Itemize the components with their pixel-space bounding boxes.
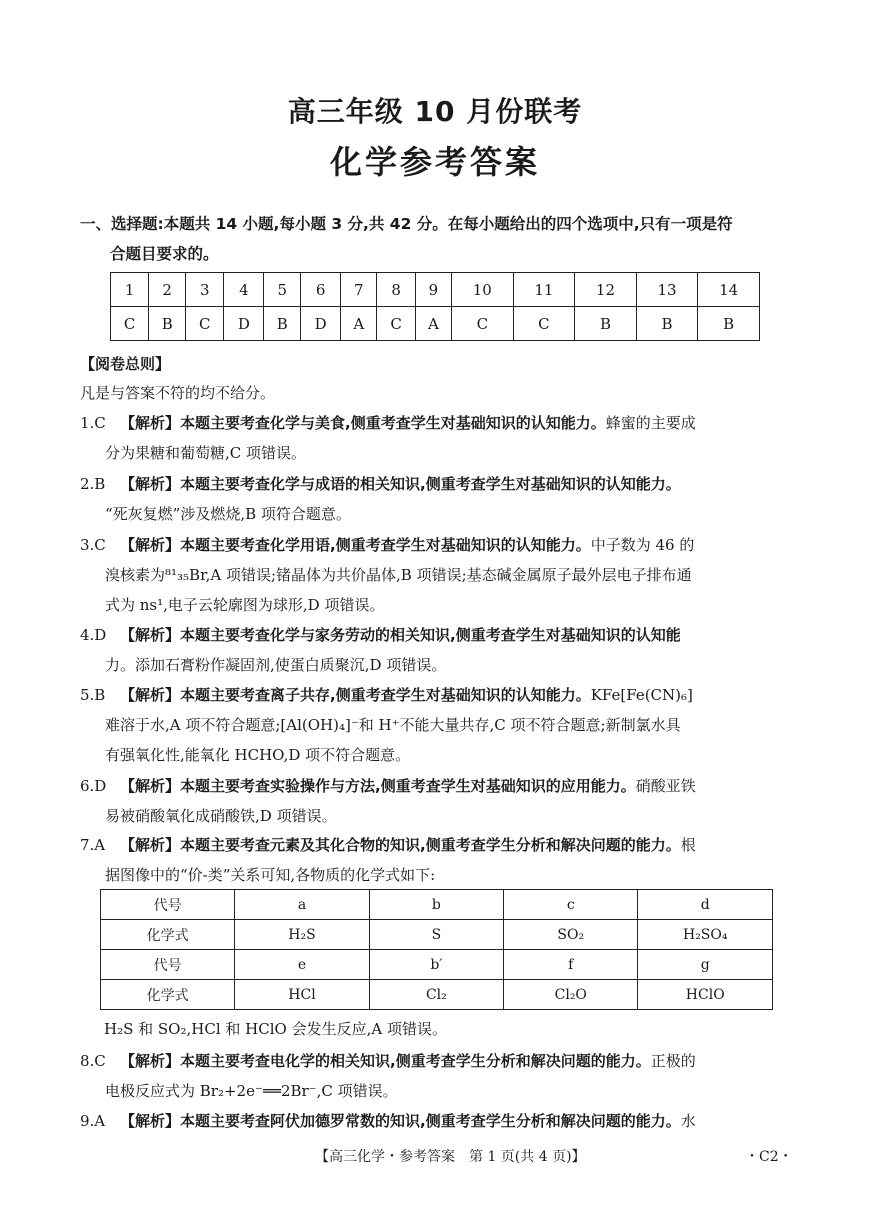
item-number: 9.A xyxy=(80,1112,106,1130)
answer-title: 化学参考答案 xyxy=(329,143,540,181)
answer-value-cell: C xyxy=(513,307,575,341)
item-number: 6.D xyxy=(80,777,107,795)
item-rest: 蜂蜜的主要成 xyxy=(605,414,696,432)
answer-number-cell: 12 xyxy=(575,273,637,307)
item-tag: 【解析】 xyxy=(120,626,181,644)
answer-value-cell: D xyxy=(224,307,264,341)
answer-number-cell: 7 xyxy=(341,273,377,307)
chem-table-row xyxy=(101,920,773,950)
answer-value-cell: C xyxy=(186,307,224,341)
answer-value-cell: C xyxy=(111,307,149,341)
explanation-item xyxy=(80,530,792,620)
answer-value-cell: A xyxy=(341,307,377,341)
chem-cell: SO₂ xyxy=(504,920,638,950)
item-rest: 硝酸亚铁 xyxy=(635,777,696,795)
chem-cell: b xyxy=(369,890,503,920)
item-lead: 本题主要考查元素及其化合物的知识,侧重考查学生分析和解决问题的能力。 xyxy=(180,836,681,854)
item-continuation: 电极反应式为 Br₂+2e⁻══2Br⁻,C 项错误。 xyxy=(105,1082,398,1100)
chem-cell: b′ xyxy=(369,950,503,980)
item-lead: 本题主要考查化学与家务劳动的相关知识,侧重考查学生对基础知识的认知能 xyxy=(180,626,681,644)
chem-row-label: 化学式 xyxy=(101,980,235,1010)
footer-code: ・C2・ xyxy=(745,1149,793,1165)
explanation-item xyxy=(80,830,792,890)
chem-cell: S xyxy=(369,920,503,950)
chem-cell: a xyxy=(235,890,369,920)
item-number: 3.C xyxy=(80,536,106,554)
section-line-2: 合题目要求的。 xyxy=(110,245,219,263)
answer-number-cell: 10 xyxy=(452,273,514,307)
item-rest: 正极的 xyxy=(650,1052,696,1070)
item-continuation: 式为 ns¹,电子云轮廓图为球形,D 项错误。 xyxy=(105,596,385,614)
answer-number-cell: 4 xyxy=(224,273,264,307)
item-continuation: “死灰复燃”涉及燃烧,B 项符合题意。 xyxy=(105,505,351,523)
item-number: 2.B xyxy=(80,475,106,493)
answer-value-cell: C xyxy=(377,307,415,341)
item-number: 8.C xyxy=(80,1052,106,1070)
item-lead: 本题主要考查电化学的相关知识,侧重考查学生分析和解决问题的能力。 xyxy=(180,1052,651,1070)
item-tag: 【解析】 xyxy=(120,836,181,854)
answer-number-cell: 11 xyxy=(513,273,575,307)
section-line-1: 一、选择题:本题共 14 小题,每小题 3 分,共 42 分。在每小题给出的四个选项中,只有一项是符 xyxy=(80,215,733,233)
item-continuation: 有强氧化性,能氧化 HCHO,D 项不符合题意。 xyxy=(105,746,411,764)
chem-row-label: 代号 xyxy=(101,890,235,920)
exam-title: 高三年级 10 月份联考 xyxy=(287,95,583,128)
item-tag: 【解析】 xyxy=(120,1052,181,1070)
chem-cell: f xyxy=(504,950,638,980)
item-continuation: 力。添加石膏粉作凝固剂,使蛋白质聚沉,D 项错误。 xyxy=(105,656,447,674)
answer-value-cell: B xyxy=(698,307,760,341)
item-tag: 【解析】 xyxy=(120,414,181,432)
item-rest: 根 xyxy=(680,836,696,854)
answer-number-cell: 5 xyxy=(264,273,301,307)
answer-number-cell: 8 xyxy=(377,273,415,307)
footer-page-info: 【高三化学・参考答案 第 1 页(共 4 页)】 xyxy=(315,1149,586,1165)
chem-table-row xyxy=(101,980,773,1010)
chem-row-label: 代号 xyxy=(101,950,235,980)
rules-text: 凡是与答案不符的均不给分。 xyxy=(80,384,276,402)
chem-cell: H₂SO₄ xyxy=(638,920,773,950)
item-continuation: 分为果糖和葡萄糖,C 项错误。 xyxy=(105,444,307,462)
answer-value-cell: C xyxy=(452,307,514,341)
answer-number-row xyxy=(111,273,760,307)
explanation-item xyxy=(80,680,792,770)
answer-value-cell: D xyxy=(301,307,341,341)
table-conclusion: H₂S 和 SO₂,HCl 和 HClO 会发生反应,A 项错误。 xyxy=(104,1020,447,1038)
answer-value-cell: B xyxy=(264,307,301,341)
item-lead: 本题主要考查化学与美食,侧重考查学生对基础知识的认知能力。 xyxy=(180,414,606,432)
item-lead: 本题主要考查阿伏加德罗常数的知识,侧重考查学生分析和解决问题的能力。 xyxy=(180,1112,681,1130)
item-tag: 【解析】 xyxy=(120,777,181,795)
chem-table-row xyxy=(101,950,773,980)
answer-number-cell: 14 xyxy=(698,273,760,307)
item-continuation: 易被硝酸氧化成硝酸铁,D 项错误。 xyxy=(105,807,337,825)
explanation-item xyxy=(80,771,792,831)
item-tag: 【解析】 xyxy=(120,536,181,554)
item-lead: 本题主要考查化学用语,侧重考查学生对基础知识的认知能力。 xyxy=(180,536,591,554)
explanation-item xyxy=(80,408,792,468)
chem-cell: d xyxy=(638,890,773,920)
answer-value-cell: B xyxy=(575,307,637,341)
section-instructions xyxy=(80,209,795,269)
item-tag: 【解析】 xyxy=(120,686,181,704)
answer-number-cell: 6 xyxy=(301,273,341,307)
item-continuation: 难溶于水,A 项不符合题意;[Al(OH)₄]⁻和 H⁺不能大量共存,C 项不符合题意;新制氯水具 xyxy=(105,716,681,734)
answer-number-cell: 2 xyxy=(149,273,186,307)
item-rest: 中子数为 46 的 xyxy=(590,536,695,554)
chem-cell: Cl₂O xyxy=(504,980,638,1010)
item-rest: 水 xyxy=(680,1112,696,1130)
answer-value-cell: A xyxy=(415,307,451,341)
item-number: 7.A xyxy=(80,836,106,854)
item-number: 5.B xyxy=(80,686,106,704)
answer-table xyxy=(110,272,760,341)
chem-formula-table xyxy=(100,889,773,1010)
item-rest: KFe[Fe(CN)₆] xyxy=(590,686,693,704)
item-lead: 本题主要考查实验操作与方法,侧重考查学生对基础知识的应用能力。 xyxy=(180,777,636,795)
chem-cell: HClO xyxy=(638,980,773,1010)
explanation-item xyxy=(80,1046,792,1106)
item-tag: 【解析】 xyxy=(120,1112,181,1130)
chem-cell: Cl₂ xyxy=(369,980,503,1010)
chem-cell: H₂S xyxy=(235,920,369,950)
answer-value-row xyxy=(111,307,760,341)
item-lead: 本题主要考查化学与成语的相关知识,侧重考查学生对基础知识的认知能力。 xyxy=(180,475,681,493)
explanation-item xyxy=(80,1106,792,1136)
item-continuation: 溴核素为⁸¹₃₅Br,A 项错误;锗晶体为共价晶体,B 项错误;基态碱金属原子最外层电子排布通 xyxy=(105,566,692,584)
chem-cell: e xyxy=(235,950,369,980)
chem-cell: g xyxy=(638,950,773,980)
answer-value-cell: B xyxy=(636,307,698,341)
explanation-item xyxy=(80,469,792,529)
explanation-item xyxy=(80,620,792,680)
item-number: 4.D xyxy=(80,626,107,644)
item-lead: 本题主要考查离子共存,侧重考查学生对基础知识的认知能力。 xyxy=(180,686,591,704)
rules-heading: 【阅卷总则】 xyxy=(80,355,171,373)
item-number: 1.C xyxy=(80,414,106,432)
answer-value-cell: B xyxy=(149,307,186,341)
answer-number-cell: 3 xyxy=(186,273,224,307)
item-continuation: 据图像中的“价-类”关系可知,各物质的化学式如下: xyxy=(105,866,436,884)
answer-number-cell: 9 xyxy=(415,273,451,307)
chem-cell: c xyxy=(504,890,638,920)
answer-number-cell: 1 xyxy=(111,273,149,307)
chem-table-row xyxy=(101,890,773,920)
chem-row-label: 化学式 xyxy=(101,920,235,950)
answer-number-cell: 13 xyxy=(636,273,698,307)
chem-cell: HCl xyxy=(235,980,369,1010)
item-tag: 【解析】 xyxy=(120,475,181,493)
